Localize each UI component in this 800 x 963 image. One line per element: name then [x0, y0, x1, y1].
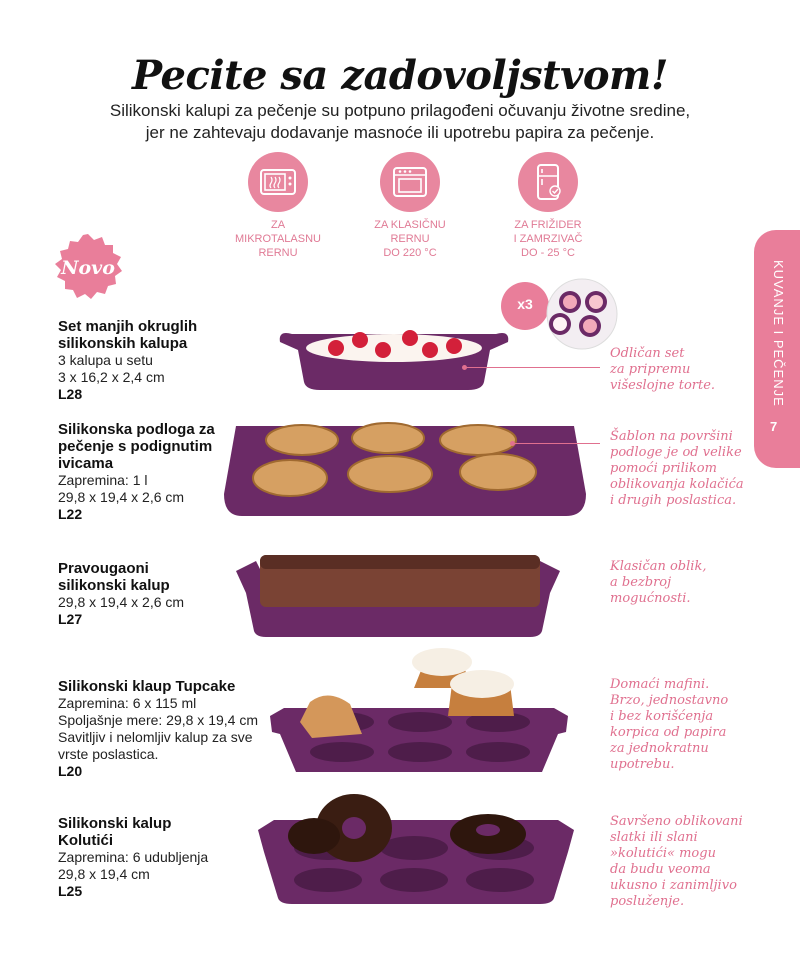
- product-detail: vrste poslastica.: [58, 746, 159, 762]
- new-badge: [52, 232, 124, 304]
- product-code: L28: [58, 386, 83, 402]
- product-name: Pravougaoni: [58, 560, 149, 577]
- section-label: KUVANJE I PEČENJE: [771, 260, 786, 407]
- product-note: Odličan set za pripremu višeslojne torte.: [610, 346, 716, 393]
- new-badge-label: Novo: [61, 257, 115, 279]
- product-name: Set manjih okruglih: [58, 318, 198, 335]
- product-round-pans: [58, 318, 258, 403]
- microwave-icon: [248, 152, 308, 212]
- product-donut-pan: [58, 815, 258, 900]
- product-detail: 3 x 16,2 x 2,4 cm: [58, 369, 165, 385]
- feature-fridge: [488, 152, 608, 260]
- oven-icon: [380, 152, 440, 212]
- product-code: L27: [58, 611, 83, 627]
- product-detail: 3 kalupa u setu: [58, 352, 153, 368]
- page-title: Pecite sa zadovoljstvom!: [132, 52, 668, 99]
- product-name: ivicama: [58, 455, 114, 472]
- muffin-pan-image: [266, 648, 572, 776]
- product-rectangular-pan: [58, 560, 258, 628]
- rectangular-pan-image: [232, 553, 564, 639]
- product-name: silikonski kalup: [58, 577, 170, 594]
- product-code: L22: [58, 506, 83, 522]
- product-detail: Spoljašnje mere: 29,8 x 19,4 cm: [58, 712, 258, 728]
- feature-label: ZA KLASIČNU RERNU DO 220 °C: [374, 219, 446, 259]
- leader-line: [514, 443, 600, 444]
- product-name: silikonskih kalupa: [58, 335, 188, 352]
- product-note: Šablon na površini podloge je od velike pomoći prilikom oblikovanja kolačića i drugih poslastica.: [610, 429, 744, 508]
- product-detail: Zapremina: 6 udubljenja: [58, 849, 209, 865]
- product-detail: Savitljiv i nelomljiv kalup za sve: [58, 729, 253, 745]
- product-name: Silikonska podloga za: [58, 421, 215, 438]
- section-side-tab: [754, 230, 800, 468]
- product-detail: Zapremina: 1 l: [58, 472, 148, 488]
- product-note: Savršeno oblikovani slatki ili slani »kolutići« mogu da budu veoma ukusno i zanimljivo posluženje.: [610, 814, 743, 909]
- product-note: Klasičan oblik, a bezbroj mogućnosti.: [610, 559, 707, 606]
- product-name: Kolutići: [58, 832, 113, 849]
- feature-label: ZA FRIŽIDER I ZAMRZIVAČ DO - 25 °C: [513, 219, 583, 259]
- product-detail: 29,8 x 19,4 x 2,6 cm: [58, 594, 185, 610]
- round-pan-image: [278, 320, 510, 392]
- product-baking-mat: [58, 421, 258, 523]
- product-detail: 29,8 x 19,4 cm: [58, 866, 150, 882]
- feature-microwave: [218, 152, 338, 260]
- three-pans-inset: [500, 278, 620, 350]
- leader-line: [466, 367, 600, 368]
- donut-pan-image: [254, 790, 578, 908]
- product-code: L20: [58, 763, 83, 779]
- multiplier-label: x3: [517, 296, 533, 312]
- product-name: Silikonski kalup: [58, 815, 172, 832]
- page-subtitle: [0, 100, 800, 144]
- feature-label: ZA MIKROTALASNU RERNU: [235, 219, 321, 259]
- fridge-icon: [518, 152, 578, 212]
- product-name: Silikonski klaup Tupcake: [58, 678, 236, 695]
- product-detail: Zapremina: 6 x 115 ml: [58, 695, 197, 711]
- subtitle-line: jer ne zahtevaju dodavanje masnoće ili upotrebu papira za pečenje.: [145, 123, 655, 142]
- subtitle-line: Silikonski kalupi za pečenje su potpuno prilagođeni očuvanju životne sredine,: [109, 101, 691, 120]
- product-name: pečenje s podignutim: [58, 438, 213, 455]
- product-code: L25: [58, 883, 83, 899]
- feature-oven: [350, 152, 470, 260]
- product-note: Domaći mafini. Brzo, jednostavno i bez korišćenja korpica od papira za jednokratnu upotrebu.: [610, 677, 729, 772]
- product-detail: 29,8 x 19,4 x 2,6 cm: [58, 489, 185, 505]
- page-number: 7: [770, 419, 778, 434]
- product-tupcake-pan: [58, 678, 273, 780]
- baking-mat-image: [222, 420, 588, 520]
